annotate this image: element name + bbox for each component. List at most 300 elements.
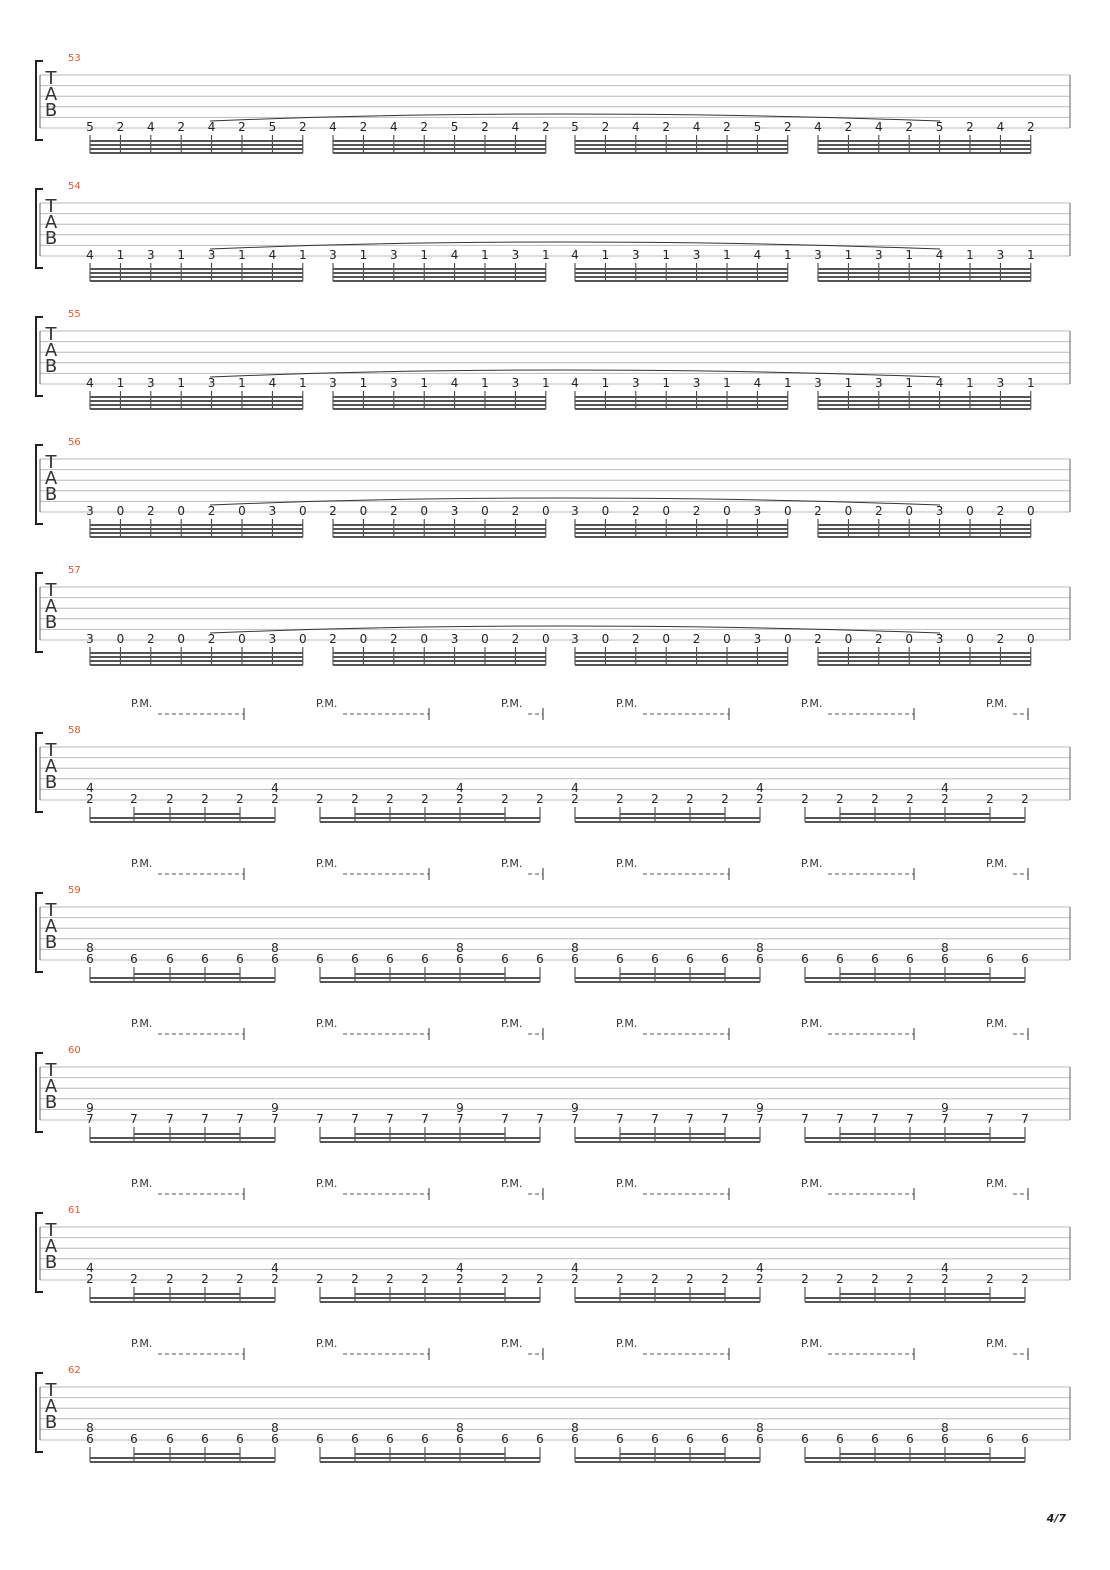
fret-number: 3	[329, 248, 337, 262]
fret-number: 0	[420, 504, 429, 518]
fret-number: 4	[146, 120, 155, 134]
fret-number: 0	[541, 632, 550, 646]
fret-number-chord: 4	[456, 1261, 464, 1275]
fret-number: 3	[146, 248, 155, 262]
fret-number: 6	[1021, 952, 1029, 966]
tab-clef-letter: B	[44, 228, 58, 249]
fret-number: 2	[536, 792, 544, 806]
fret-number: 2	[844, 120, 853, 134]
fret-number: 0	[420, 632, 429, 646]
fret-number-chord: 8	[271, 941, 279, 955]
fret-number-chord: 4	[756, 1261, 764, 1275]
fret-number: 1	[662, 248, 671, 262]
fret-number: 2	[86, 792, 94, 806]
fret-number: 2	[721, 792, 729, 806]
measure-number: 54	[68, 181, 81, 192]
fret-number: 4	[874, 120, 883, 134]
fret-number: 3	[450, 632, 459, 646]
tab-clef-letter: T	[45, 196, 57, 217]
fret-number: 3	[814, 248, 822, 262]
fret-number: 6	[651, 1432, 659, 1446]
tab-clef-letter: B	[44, 932, 58, 953]
fret-number: 1	[420, 248, 429, 262]
fret-number: 2	[207, 504, 216, 518]
fret-number: 6	[686, 952, 694, 966]
fret-number-chord: 8	[456, 1421, 464, 1435]
fret-number: 1	[966, 248, 974, 262]
staff-system-61	[36, 1177, 1070, 1302]
fret-number: 1	[481, 376, 489, 390]
measure-number: 59	[68, 885, 81, 896]
fret-number: 6	[351, 1432, 359, 1446]
palm-mute-label: P.M.	[501, 857, 523, 870]
fret-number: 6	[801, 952, 809, 966]
fret-number-chord: 4	[941, 1261, 949, 1275]
fret-number: 1	[541, 376, 550, 390]
fret-number: 5	[86, 120, 94, 134]
fret-number: 6	[941, 952, 949, 966]
fret-number: 6	[201, 1432, 209, 1446]
fret-number: 3	[86, 632, 94, 646]
fret-number: 6	[871, 952, 879, 966]
fret-number: 3	[571, 504, 579, 518]
fret-number: 2	[511, 504, 520, 518]
fret-number: 7	[871, 1112, 879, 1126]
fret-number-chord: 8	[86, 941, 94, 955]
fret-number: 7	[501, 1112, 509, 1126]
fret-number: 3	[935, 504, 944, 518]
fret-number: 0	[359, 504, 368, 518]
fret-number-chord: 4	[86, 1261, 94, 1275]
fret-number: 2	[783, 120, 792, 134]
fret-number: 2	[420, 120, 429, 134]
fret-number: 2	[351, 1272, 359, 1286]
fret-number: 2	[130, 792, 138, 806]
fret-number: 2	[359, 120, 368, 134]
fret-number: 7	[421, 1112, 429, 1126]
staff-system-57	[36, 565, 1070, 665]
fret-number: 7	[1021, 1112, 1029, 1126]
fret-number: 2	[271, 1272, 279, 1286]
fret-number: 0	[662, 632, 671, 646]
fret-number: 3	[571, 632, 579, 646]
fret-number-chord: 9	[756, 1101, 764, 1115]
fret-number: 2	[996, 504, 1005, 518]
fret-number: 7	[271, 1112, 279, 1126]
fret-number: 4	[450, 248, 459, 262]
fret-number: 2	[651, 1272, 659, 1286]
palm-mute-label: P.M.	[801, 697, 823, 710]
tab-clef-letter: T	[45, 580, 57, 601]
fret-number: 3	[329, 376, 337, 390]
measure-number: 58	[68, 725, 81, 736]
fret-number: 6	[456, 1432, 464, 1446]
tab-clef-letter: T	[45, 740, 57, 761]
fret-number: 7	[801, 1112, 809, 1126]
palm-mute-label: P.M.	[616, 857, 638, 870]
fret-number: 1	[783, 376, 792, 390]
fret-number: 0	[783, 504, 792, 518]
fret-number: 6	[571, 1432, 579, 1446]
fret-number: 6	[386, 952, 394, 966]
fret-number-chord: 8	[756, 1421, 764, 1435]
palm-mute-label: P.M.	[131, 1337, 153, 1350]
palm-mute-label: P.M.	[316, 697, 338, 710]
fret-number: 2	[941, 792, 949, 806]
fret-number: 3	[753, 504, 762, 518]
fret-number: 2	[201, 792, 209, 806]
fret-number: 2	[316, 1272, 324, 1286]
fret-number: 6	[756, 952, 764, 966]
fret-number: 2	[389, 632, 398, 646]
fret-number-chord: 4	[571, 1261, 579, 1275]
fret-number: 6	[386, 1432, 394, 1446]
fret-number: 2	[616, 1272, 624, 1286]
measure-number: 62	[68, 1365, 81, 1376]
fret-number: 6	[906, 952, 914, 966]
fret-number: 3	[692, 248, 701, 262]
fret-number: 7	[686, 1112, 694, 1126]
fret-number: 2	[386, 792, 394, 806]
fret-number: 2	[692, 632, 701, 646]
fret-number: 2	[389, 504, 398, 518]
fret-number: 3	[814, 376, 822, 390]
fret-number: 7	[756, 1112, 764, 1126]
fret-number: 4	[207, 120, 216, 134]
fret-number: 6	[906, 1432, 914, 1446]
fret-number: 7	[130, 1112, 138, 1126]
staff-system-62	[36, 1337, 1070, 1462]
fret-number: 2	[1021, 792, 1029, 806]
palm-mute-label: P.M.	[616, 1017, 638, 1030]
fret-number: 6	[421, 952, 429, 966]
fret-number-chord: 9	[941, 1101, 949, 1115]
fret-number-chord: 9	[271, 1101, 279, 1115]
fret-number: 1	[905, 376, 914, 390]
fret-number: 4	[86, 248, 94, 262]
palm-mute-label: P.M.	[616, 1177, 638, 1190]
fret-number: 1	[177, 248, 186, 262]
fret-number: 7	[236, 1112, 244, 1126]
staff-system-55	[36, 309, 1070, 409]
fret-number: 4	[935, 248, 944, 262]
fret-number: 3	[207, 376, 216, 390]
fret-number: 2	[421, 1272, 429, 1286]
tab-clef-letter: B	[44, 612, 58, 633]
fret-number: 2	[941, 1272, 949, 1286]
palm-mute-label: P.M.	[316, 1337, 338, 1350]
fret-number: 2	[1026, 120, 1035, 134]
fret-number: 2	[236, 1272, 244, 1286]
fret-number: 1	[1026, 376, 1035, 390]
palm-mute-label: P.M.	[801, 1337, 823, 1350]
fret-number: 3	[996, 376, 1005, 390]
tab-clef-letter: A	[44, 468, 58, 489]
fret-number: 7	[201, 1112, 209, 1126]
tab-clef-letter: B	[44, 772, 58, 793]
tab-clef-letter: T	[45, 324, 57, 345]
fret-number-chord: 8	[756, 941, 764, 955]
fret-number: 3	[874, 376, 883, 390]
fret-number: 0	[723, 504, 731, 518]
staff-system-53	[36, 53, 1070, 153]
fret-number: 1	[1026, 248, 1035, 262]
measure-number: 61	[68, 1205, 81, 1216]
fret-number-chord: 4	[271, 781, 279, 795]
fret-number: 6	[686, 1432, 694, 1446]
measure-number: 55	[68, 309, 81, 320]
measure-number: 53	[68, 53, 81, 64]
fret-number: 2	[329, 632, 337, 646]
fret-number: 7	[941, 1112, 949, 1126]
palm-mute-label: P.M.	[501, 1017, 523, 1030]
palm-mute-label: P.M.	[986, 1337, 1008, 1350]
tab-clef-letter: B	[44, 100, 58, 121]
fret-number-chord: 8	[271, 1421, 279, 1435]
fret-number: 2	[207, 632, 216, 646]
fret-number: 0	[905, 632, 914, 646]
fret-number: 7	[351, 1112, 359, 1126]
tab-clef-letter: A	[44, 1076, 58, 1097]
fret-number: 3	[631, 376, 640, 390]
fret-number: 2	[166, 792, 174, 806]
palm-mute-label: P.M.	[986, 1017, 1008, 1030]
fret-number: 2	[631, 504, 640, 518]
fret-number: 2	[511, 632, 520, 646]
fret-number: 2	[601, 120, 610, 134]
fret-number: 1	[844, 248, 853, 262]
fret-number: 2	[201, 1272, 209, 1286]
fret-number: 2	[616, 792, 624, 806]
fret-number: 0	[966, 632, 974, 646]
fret-number: 6	[616, 1432, 624, 1446]
palm-mute-label: P.M.	[616, 697, 638, 710]
fret-number: 2	[271, 792, 279, 806]
fret-number: 3	[389, 248, 398, 262]
tab-clef-letter: A	[44, 340, 58, 361]
fret-number: 0	[1026, 504, 1035, 518]
tab-clef-letter: B	[44, 1092, 58, 1113]
fret-number: 0	[481, 504, 489, 518]
fret-number: 2	[456, 1272, 464, 1286]
palm-mute-label: P.M.	[801, 857, 823, 870]
palm-mute-label: P.M.	[501, 697, 523, 710]
fret-number: 2	[986, 792, 994, 806]
tab-clef-letter: A	[44, 84, 58, 105]
fret-number: 0	[783, 632, 792, 646]
fret-number: 2	[996, 632, 1005, 646]
fret-number: 6	[501, 1432, 509, 1446]
fret-number: 6	[271, 952, 279, 966]
fret-number: 6	[86, 952, 94, 966]
fret-number: 7	[836, 1112, 844, 1126]
palm-mute-label: P.M.	[986, 1177, 1008, 1190]
palm-mute-label: P.M.	[986, 697, 1008, 710]
fret-number: 6	[130, 952, 138, 966]
fret-number: 4	[631, 120, 640, 134]
fret-number: 0	[844, 504, 853, 518]
fret-number: 0	[177, 504, 186, 518]
fret-number: 6	[536, 1432, 544, 1446]
fret-number: 6	[166, 1432, 174, 1446]
fret-number: 6	[836, 952, 844, 966]
fret-number: 2	[421, 792, 429, 806]
fret-number: 6	[756, 1432, 764, 1446]
fret-number: 1	[238, 376, 246, 390]
fret-number: 1	[238, 248, 246, 262]
fret-number: 0	[177, 632, 186, 646]
fret-number: 1	[905, 248, 914, 262]
fret-number: 7	[316, 1112, 324, 1126]
fret-number: 2	[329, 504, 337, 518]
fret-number: 2	[874, 632, 883, 646]
fret-number: 2	[686, 792, 694, 806]
palm-mute-label: P.M.	[316, 1177, 338, 1190]
fret-number: 2	[501, 792, 509, 806]
fret-number: 2	[801, 1272, 809, 1286]
fret-number: 2	[906, 1272, 914, 1286]
fret-number: 0	[359, 632, 368, 646]
fret-number: 6	[421, 1432, 429, 1446]
palm-mute-label: P.M.	[986, 857, 1008, 870]
fret-number-chord: 9	[456, 1101, 464, 1115]
fret-number: 6	[871, 1432, 879, 1446]
fret-number: 1	[601, 376, 610, 390]
fret-number: 2	[662, 120, 671, 134]
fret-number: 2	[871, 1272, 879, 1286]
fret-number-chord: 4	[271, 1261, 279, 1275]
tab-clef-letter: A	[44, 1396, 58, 1417]
staff-system-54	[36, 181, 1070, 281]
fret-number: 2	[801, 792, 809, 806]
fret-number: 6	[351, 952, 359, 966]
fret-number: 1	[359, 248, 368, 262]
fret-number: 2	[814, 632, 822, 646]
fret-number: 0	[238, 632, 246, 646]
tab-clef-letter: A	[44, 756, 58, 777]
fret-number: 3	[935, 632, 944, 646]
fret-number: 4	[935, 376, 944, 390]
fret-number: 3	[146, 376, 155, 390]
fret-number: 1	[116, 376, 125, 390]
tab-clef-letter: T	[45, 1220, 57, 1241]
fret-number: 2	[146, 504, 155, 518]
fret-number: 0	[601, 632, 610, 646]
tab-clef-letter: T	[45, 900, 57, 921]
fret-number: 6	[316, 1432, 324, 1446]
fret-number: 5	[268, 120, 277, 134]
fret-number: 0	[844, 632, 853, 646]
fret-number: 1	[844, 376, 853, 390]
fret-number: 0	[541, 504, 550, 518]
fret-number: 0	[1026, 632, 1035, 646]
fret-number: 4	[511, 120, 520, 134]
measure-number: 57	[68, 565, 81, 576]
fret-number: 6	[986, 952, 994, 966]
fret-number: 0	[238, 504, 246, 518]
fret-number: 2	[130, 1272, 138, 1286]
fret-number: 2	[721, 1272, 729, 1286]
fret-number: 7	[721, 1112, 729, 1126]
fret-number: 2	[1021, 1272, 1029, 1286]
fret-number-chord: 4	[571, 781, 579, 795]
fret-number: 7	[86, 1112, 94, 1126]
fret-number: 2	[116, 120, 125, 134]
fret-number: 3	[996, 248, 1005, 262]
fret-number: 6	[201, 952, 209, 966]
fret-number: 7	[386, 1112, 394, 1126]
palm-mute-label: P.M.	[131, 1017, 153, 1030]
fret-number: 2	[814, 504, 822, 518]
fret-number: 3	[450, 504, 459, 518]
fret-number: 6	[801, 1432, 809, 1446]
fret-number: 0	[116, 632, 125, 646]
tab-clef-letter: A	[44, 596, 58, 617]
fret-number: 3	[753, 632, 762, 646]
fret-number: 6	[236, 952, 244, 966]
fret-number: 3	[631, 248, 640, 262]
fret-number: 7	[651, 1112, 659, 1126]
fret-number: 2	[571, 1272, 579, 1286]
fret-number: 0	[298, 504, 307, 518]
fret-number: 1	[298, 376, 307, 390]
fret-number: 2	[86, 1272, 94, 1286]
fret-number: 6	[86, 1432, 94, 1446]
measure-number: 56	[68, 437, 81, 448]
fret-number: 1	[601, 248, 610, 262]
tab-clef-letter: B	[44, 484, 58, 505]
tab-clef-letter: A	[44, 212, 58, 233]
fret-number: 7	[571, 1112, 579, 1126]
fret-number: 2	[905, 120, 914, 134]
fret-number: 6	[616, 952, 624, 966]
fret-number: 3	[268, 504, 277, 518]
fret-number: 1	[481, 248, 489, 262]
fret-number: 6	[836, 1432, 844, 1446]
fret-number: 2	[686, 1272, 694, 1286]
fret-number: 6	[130, 1432, 138, 1446]
fret-number: 2	[651, 792, 659, 806]
palm-mute-label: P.M.	[131, 857, 153, 870]
fret-number: 5	[935, 120, 944, 134]
fret-number-chord: 8	[941, 1421, 949, 1435]
systems-layer	[36, 53, 1070, 1462]
fret-number-chord: 8	[571, 941, 579, 955]
palm-mute-label: P.M.	[131, 1177, 153, 1190]
fret-number: 2	[631, 632, 640, 646]
fret-number: 1	[177, 376, 186, 390]
fret-number-chord: 8	[571, 1421, 579, 1435]
fret-number: 2	[316, 792, 324, 806]
staff-system-56	[36, 437, 1070, 537]
fret-number: 2	[571, 792, 579, 806]
palm-mute-label: P.M.	[801, 1017, 823, 1030]
palm-mute-label: P.M.	[616, 1337, 638, 1350]
tab-clef-letter: T	[45, 452, 57, 473]
fret-number: 5	[450, 120, 459, 134]
fret-number: 3	[511, 248, 520, 262]
fret-number: 4	[329, 120, 337, 134]
fret-number: 6	[1021, 1432, 1029, 1446]
fret-number-chord: 4	[86, 781, 94, 795]
staff-system-58	[36, 697, 1070, 822]
fret-number: 1	[783, 248, 792, 262]
fret-number: 1	[662, 376, 671, 390]
fret-number-chord: 8	[941, 941, 949, 955]
fret-number: 6	[316, 952, 324, 966]
fret-number-chord: 8	[456, 941, 464, 955]
fret-number: 1	[723, 248, 731, 262]
